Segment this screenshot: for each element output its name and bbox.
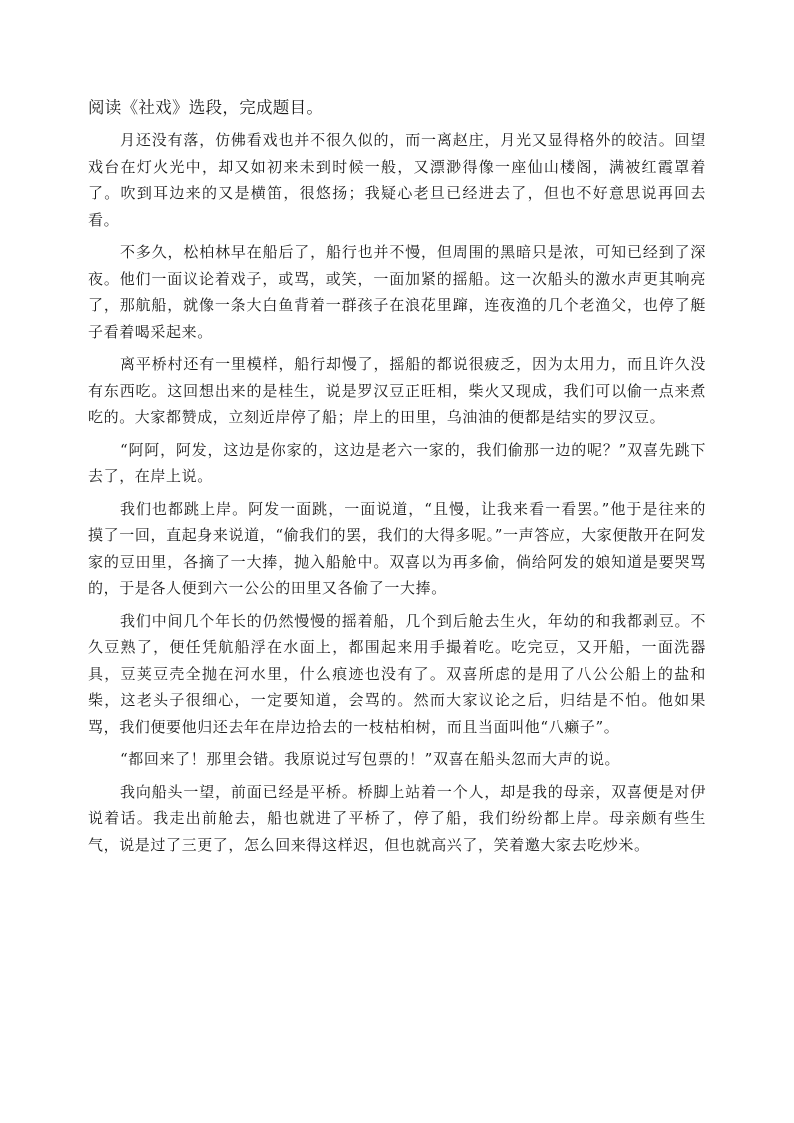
paragraph-2: 不多久，松柏林早在船后了，船行也并不慢，但周围的黑暗只是浓，可知已经到了深夜。他们一面议论着戏子，或骂，或笑，一面加紧的摇船。这一次船头的激水声更其响亮了，那航船，就像一条大白鱼背着一群孩子在浪花里蹿，连夜渔的几个老渔父，也停了艇子看着喝采起来。 <box>88 243 706 341</box>
paragraph-1: 月还没有落，仿佛看戏也并不很久似的，而一离赵庄，月光又显得格外的皎洁。回望戏台在灯火光中，却又如初来未到时候一般，又漂渺得像一座仙山楼阁，满被红霞罩着了。吹到耳边来的又是横笛，很悠扬；我疑心老旦已经进去了，但也不好意思说再回去看。 <box>88 131 706 229</box>
paragraph-8: 我向船头一望，前面已经是平桥。桥脚上站着一个人，却是我的母亲，双喜便是对伊说着话。我走出前舱去，船也就进了平桥了，停了船，我们纷纷都上岸。母亲颇有些生气，说是过了三更了，怎么回来得这样迟，但也就高兴了，笑着邀大家去吃炒米。 <box>88 782 706 854</box>
document-page <box>88 96 706 864</box>
paragraph-5: 我们也都跳上岸。阿发一面跳，一面说道，“且慢，让我来看一看罢。”他于是往来的摸了一回，直起身来说道，“偷我们的罢，我们的大得多呢。”一声答应，大家便散开在阿发家的豆田里，各摘了一大捧，抛入船舱中。双喜以为再多偷，倘给阿发的娘知道是要哭骂的，于是各人便到六一公公的田里又各偷了一大捧。 <box>88 499 706 597</box>
paragraph-6: 我们中间几个年长的仍然慢慢的摇着船，几个到后舱去生火，年幼的和我都剥豆。不久豆熟了，便任凭航船浮在水面上，都围起来用手撮着吃。吃完豆，又开船，一面洗器具，豆荚豆壳全抛在河水里，什么痕迹也没有了。双喜所虑的是用了八公公船上的盐和柴，这老头子很细心，一定要知道，会骂的。然而大家议论之后，归结是不怕。他如果骂，我们便要他归还去年在岸边拾去的一枝枯桕树，而且当面叫他“八癞子”。 <box>88 611 706 736</box>
paragraph-7: “都回来了！那里会错。我原说过写包票的！”双喜在船头忽而大声的说。 <box>120 750 621 768</box>
paragraph-3: 离平桥村还有一里模样，船行却慢了，摇船的都说很疲乏，因为太用力，而且许久没有东西吃。这回想出来的是桂生，说是罗汉豆正旺相，柴火又现成，我们可以偷一点来煮吃的。大家都赞成，立刻近岸停了船；岸上的田里，乌油油的便都是结实的罗汉豆。 <box>88 355 706 426</box>
paragraph-4: “阿阿，阿发，这边是你家的，这边是老六一家的，我们偷那一边的呢？”双喜先跳下去了，在岸上说。 <box>88 440 706 485</box>
reading-prompt-heading: 阅读《社戏》选段，完成题目。 <box>88 98 324 117</box>
